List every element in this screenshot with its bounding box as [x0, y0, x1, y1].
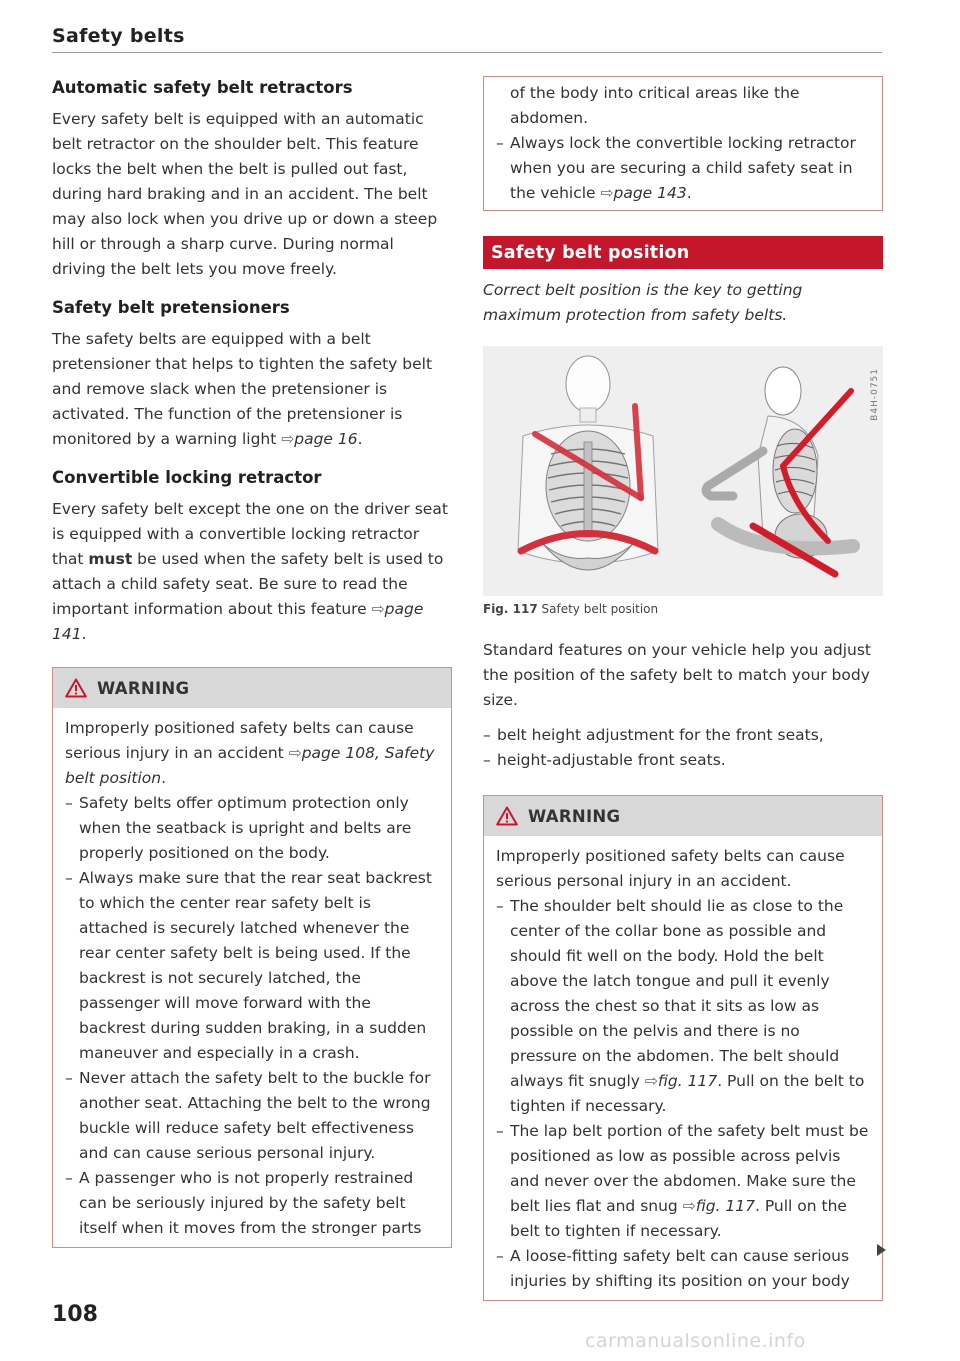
warning-bullet: – Always lock the convertible locking retractor when you are securing a child safety seat in the vehicle ⇨page 143. — [496, 134, 856, 202]
convertible-text-a: Every safety belt except the one on the driver seat is equipped with a convertible locking retractor that — [52, 500, 448, 568]
warning-intro — [65, 716, 439, 791]
warning-bullet-text: Always make sure that the rear seat backrest to which the center rear safety belt is attached is securely latched whenever the rear center safety belt is being used. If the backrest is not securely latched, the passenger will move forward with the backrest during sudden braking, in a sudden maneuver and especially in a crash. — [79, 869, 432, 1062]
feature-list — [483, 723, 883, 773]
figure-caption-text: Safety belt position — [541, 602, 659, 616]
figure-caption — [483, 602, 883, 616]
emphasis-must: must — [88, 550, 133, 568]
warning-body — [53, 708, 451, 1247]
convertible-text-b: be used when the safety belt is used to attach a child safety seat. Be sure to read the important information about this feature — [52, 550, 444, 618]
arrow-right-icon: ⇨ — [644, 1072, 658, 1090]
arrow-right-icon: ⇨ — [288, 744, 302, 762]
warning-bullet-text: The shoulder belt should lie as close to the center of the collar bone as possible and should fit well on the body. Hold the belt above the latch tongue and pull it evenly across the chest so that it sits as low as possible on the pelvis and there is no pressure on the abdomen. The belt should always fit snugly — [510, 897, 844, 1090]
page-header-title: Safety belts — [52, 25, 185, 47]
belt-position-illustration — [483, 346, 883, 596]
list-item: – belt height adjustment for the front seats, — [483, 723, 883, 748]
continuation-bullet-end: . — [686, 184, 692, 202]
page-ref-link[interactable]: page 108, Safety belt position — [65, 744, 435, 787]
section-text-convertible — [52, 497, 452, 647]
continuation-bullet-text: Always lock the convertible locking retractor when you are securing a child safety seat in the vehicle — [510, 134, 856, 202]
page-ref-link[interactable]: page 16 — [294, 430, 358, 448]
warning-bullet: – A loose-fitting safety belt can cause serious injuries by shifting its position on your body — [496, 1247, 850, 1290]
section-intro: Correct belt position is the key to getting maximum protection from safety belts. — [483, 281, 803, 324]
warning-bullet: – The shoulder belt should lie as close to the center of the collar bone as possible and should fit well on the body. Hold the belt above the latch tongue and pull it evenly across the chest so that it sits as low as possible on the pelvis and there is no pressure on the abdomen. The belt should always fit snugly ⇨fig. 117. Pull on the belt to tighten if necessary. — [496, 897, 865, 1115]
figure-code: B4H-0751 — [870, 368, 880, 421]
figure-ref-link[interactable]: fig. 117 — [695, 1197, 755, 1215]
section-heading-pretensioners: Safety belt pretensioners — [52, 298, 290, 317]
warning-intro-end: . — [161, 769, 167, 787]
section-title: Safety belt position — [491, 242, 690, 263]
warning-triangle-icon — [65, 678, 87, 698]
warning-bullet: – Never attach the safety belt to the buckle for another seat. Attaching the belt to the wrong buckle will reduce safety belt effectiveness and can cause serious personal injury. — [65, 1066, 439, 1166]
warning-header — [53, 668, 451, 708]
pretensioner-text: The safety belts are equipped with a belt pretensioner that helps to tighten the safety belt and remove slack when the pretensioner is activated. The function of the pretensioner is monitored by a warning light — [52, 330, 433, 448]
right-column — [483, 76, 883, 1301]
figure-belt-position — [483, 346, 883, 596]
warning-bullet-end: . Pull on the belt to tighten if necessary. — [510, 1072, 865, 1115]
warning-bullet: – The lap belt portion of the safety belt must be positioned as low as possible across pelvis and never over the abdomen. Make sure the belt lies flat and snug ⇨fig. 117. Pull on the belt to tighten if necessary. — [496, 1122, 869, 1240]
list-item-text: belt height adjustment for the front seats, — [497, 726, 824, 744]
arrow-right-icon: ⇨ — [281, 430, 295, 448]
figure-label: Fig. 117 — [483, 602, 538, 616]
continuation-text — [496, 81, 870, 131]
page-number: 108 — [52, 1302, 98, 1327]
warning-bullet: – A passenger who is not properly restrained can be seriously injured by the safety belt itself when it moves from the stronger parts — [65, 1166, 439, 1241]
arrow-right-icon: ⇨ — [600, 184, 614, 202]
warning-bullet: – Safety belts offer optimum protection only when the seatback is upright and belts are properly positioned on the body. — [65, 791, 439, 866]
warning-label: WARNING — [528, 806, 621, 826]
figure-ref-link[interactable]: fig. 117 — [657, 1072, 718, 1090]
section-heading-convertible: Convertible locking retractor — [52, 468, 322, 487]
section-heading-retractors: Automatic safety belt retractors — [52, 78, 353, 97]
side-skeleton — [706, 367, 853, 574]
warning-triangle-icon — [496, 806, 518, 826]
continued-arrow-icon — [877, 1244, 886, 1256]
warning-intro: Improperly positioned safety belts can cause serious personal injury in an accident. — [496, 847, 845, 890]
body-paragraph: Standard features on your vehicle help you adjust the position of the safety belt to match your body size. — [483, 641, 872, 709]
page-ref-link[interactable]: page 141 — [52, 600, 424, 643]
list-item-text: height-adjustable front seats. — [497, 751, 726, 769]
arrow-right-icon: ⇨ — [371, 600, 385, 618]
page-ref-link[interactable]: page 143 — [613, 184, 687, 202]
warning-label: WARNING — [97, 678, 190, 698]
warning-box-right — [483, 795, 883, 1301]
arrow-right-icon: ⇨ — [682, 1197, 696, 1215]
convertible-text-end: . — [81, 625, 87, 643]
warning-header — [484, 796, 882, 836]
warning-bullet-text: Safety belts offer optimum protection only when the seatback is upright and belts are properly positioned on the body. — [79, 794, 412, 862]
watermark: carmanualsonline.info — [585, 1330, 806, 1352]
section-text-pretensioners — [52, 327, 452, 452]
front-skeleton — [518, 356, 658, 570]
warning-continuation-box — [483, 76, 883, 211]
warning-bullet-text: The lap belt portion of the safety belt must be positioned as low as possible across pelvis and never over the abdomen. Make sure the belt lies flat and snug — [510, 1122, 869, 1215]
list-item: – height-adjustable front seats. — [483, 748, 883, 773]
warning-bullet-end: . Pull on the belt to tighten if necessary. — [510, 1197, 847, 1240]
section-text-retractors: Every safety belt is equipped with an automatic belt retractor on the shoulder belt. This feature locks the belt when the belt is pulled out fast, during hard braking and in an accident. The belt may also lock when you drive up or down a steep hill or through a sharp curve. During normal driving the belt lets you move freely. — [52, 110, 438, 278]
warning-intro-text: Improperly positioned safety belts can cause serious injury in an accident — [65, 719, 414, 762]
continuation-text-body: of the body into critical areas like the abdomen. — [510, 84, 800, 127]
warning-body — [484, 836, 882, 1300]
warning-bullet-text: A loose-fitting safety belt can cause serious injuries by shifting its position on your body — [510, 1247, 850, 1290]
warning-bullet: – Always make sure that the rear seat backrest to which the center rear safety belt is attached is securely latched whenever the rear center safety belt is being used. If the backrest is not securely latched, the passenger will move forward with the backrest during sudden braking, in a sudden maneuver and especially in a crash. — [65, 866, 439, 1066]
pretensioner-text-end: . — [357, 430, 363, 448]
section-title-bar — [483, 236, 883, 269]
warning-bullet-text: Never attach the safety belt to the buckle for another seat. Attaching the belt to the wrong buckle will reduce safety belt effectiveness and can cause serious personal injury. — [79, 1069, 431, 1162]
warning-bullet-text: A passenger who is not properly restrained can be seriously injured by the safety belt itself when it moves from the stronger parts — [79, 1169, 422, 1237]
warning-box-left — [52, 667, 452, 1248]
header-divider — [52, 52, 882, 53]
left-column — [52, 76, 452, 1248]
